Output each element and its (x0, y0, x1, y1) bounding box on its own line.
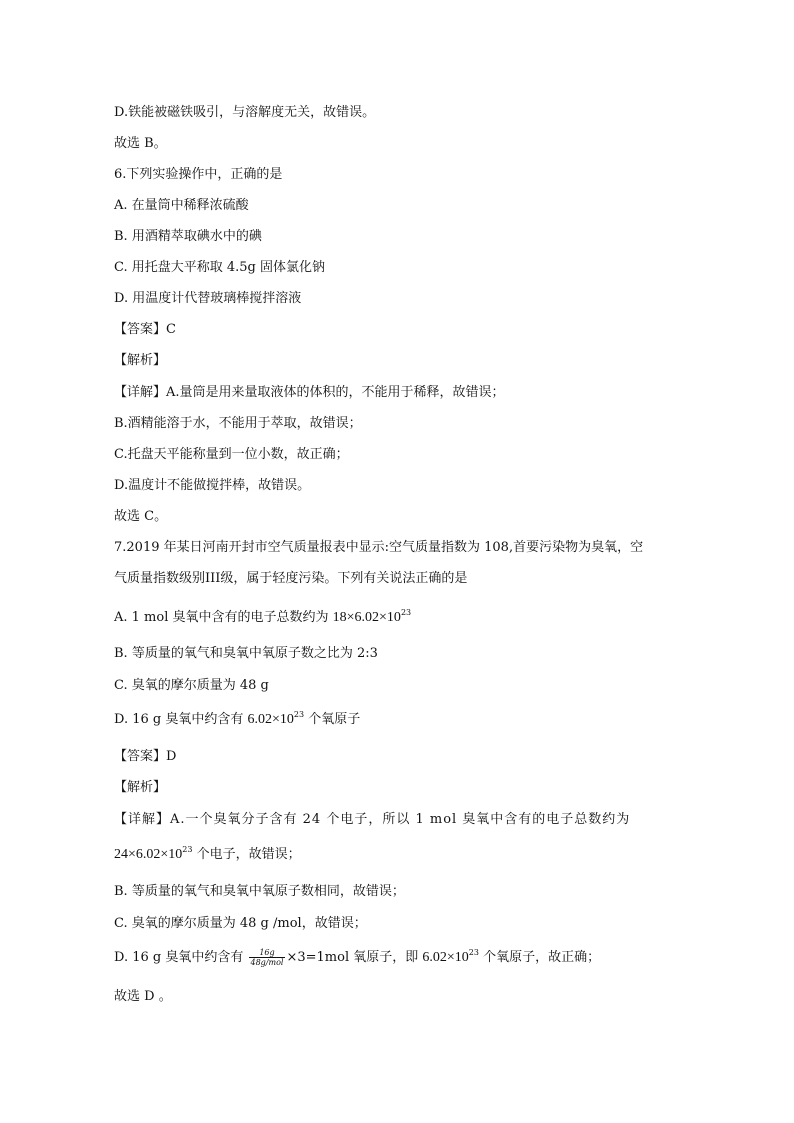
math-expression: 18×6.02×10 (332, 610, 401, 625)
question-7-option-a (114, 609, 411, 627)
analysis-label: 【解析】 (114, 353, 167, 368)
explanation-text: D. 16 g 臭氧中约含有 (114, 950, 248, 965)
question-6-option-b: B. 用酒精萃取碘水中的碘 (114, 229, 262, 244)
fraction (249, 948, 286, 967)
question-7-option-b: B. 等质量的氧气和臭氧中氧原子数之比为 2:3 (114, 646, 378, 661)
question-6-stem: 6.下列实验操作中，正确的是 (114, 167, 283, 182)
exponent: 23 (293, 710, 305, 719)
analysis-label: 【解析】 (114, 780, 167, 795)
explanation-text: 个氧原子，故正确； (478, 950, 601, 965)
option-text: D. 16 g 臭氧中约含有 (114, 712, 248, 727)
explanation-line: B. 等质量的氧气和臭氧中氧原子数相同，故错误； (114, 884, 405, 899)
explanation-line: 【详解】A.量筒是用来量取液体的体积的，不能用于稀释，故错误； (114, 385, 505, 400)
question-7-option-d (114, 711, 360, 729)
exponent: 23 (182, 845, 193, 854)
exponent: 23 (468, 948, 479, 957)
question-7-option-c: C. 臭氧的摩尔质量为 48 g (114, 678, 269, 693)
selection-line: 故选 D 。 (114, 989, 172, 1004)
explanation-text: ×3=1mol 氧原子，即 (286, 950, 423, 965)
question-6-option-a: A. 在量筒中稀释浓硫酸 (114, 198, 249, 213)
answer-label: 【答案】C (114, 322, 176, 337)
fraction-denominator: 48g/mol (250, 958, 284, 967)
option-text: A. 1 mol 臭氧中含有的电子总数约为 (114, 610, 333, 625)
explanation-line: C.托盘天平能称量到一位小数，故正确； (114, 447, 349, 462)
selection-line: 故选 C。 (114, 509, 168, 524)
text-line: 故选 B。 (114, 136, 167, 151)
answer-label: 【答案】D (114, 749, 177, 764)
math-expression: 6.02×10 (247, 712, 294, 727)
question-6-option-c: C. 用托盘大平称取 4.5g 固体氯化钠 (114, 260, 326, 275)
explanation-line: B.酒精能溶于水，不能用于萃取，故错误； (114, 416, 362, 431)
math-expression: 24×6.02×10 (114, 847, 183, 862)
explanation-line (114, 846, 301, 864)
math-expression: 6.02×10 (422, 950, 469, 965)
exponent: 23 (400, 608, 412, 617)
question-7-stem-line2: 气质量指数级别III级，属于轻度污染。下列有关说法正确的是 (114, 571, 468, 586)
explanation-line: D.温度计不能做搅拌棒，故错误。 (114, 478, 311, 493)
fraction-numerator: 16g (249, 948, 286, 958)
question-6-option-d: D. 用温度计代替玻璃棒搅拌溶液 (114, 291, 302, 306)
explanation-line (114, 948, 600, 967)
explanation-line: C. 臭氧的摩尔质量为 48 g /mol，故错误； (114, 916, 367, 931)
explanation-text: 个电子，故错误； (192, 847, 301, 862)
question-7-stem-line1: 7.2019 年某日河南开封市空气质量报表中显示:空气质量指数为 108,首要污染物为臭氧，空 (114, 540, 644, 555)
explanation-line: 【详解】A.一个臭氧分子含有 24 个电子，所以 1 mol 臭氧中含有的电子总数约为 (114, 812, 631, 827)
text-line: D.铁能被磁铁吸引，与溶解度无关，故错误。 (114, 105, 376, 120)
option-text: 个氧原子 (304, 712, 361, 727)
